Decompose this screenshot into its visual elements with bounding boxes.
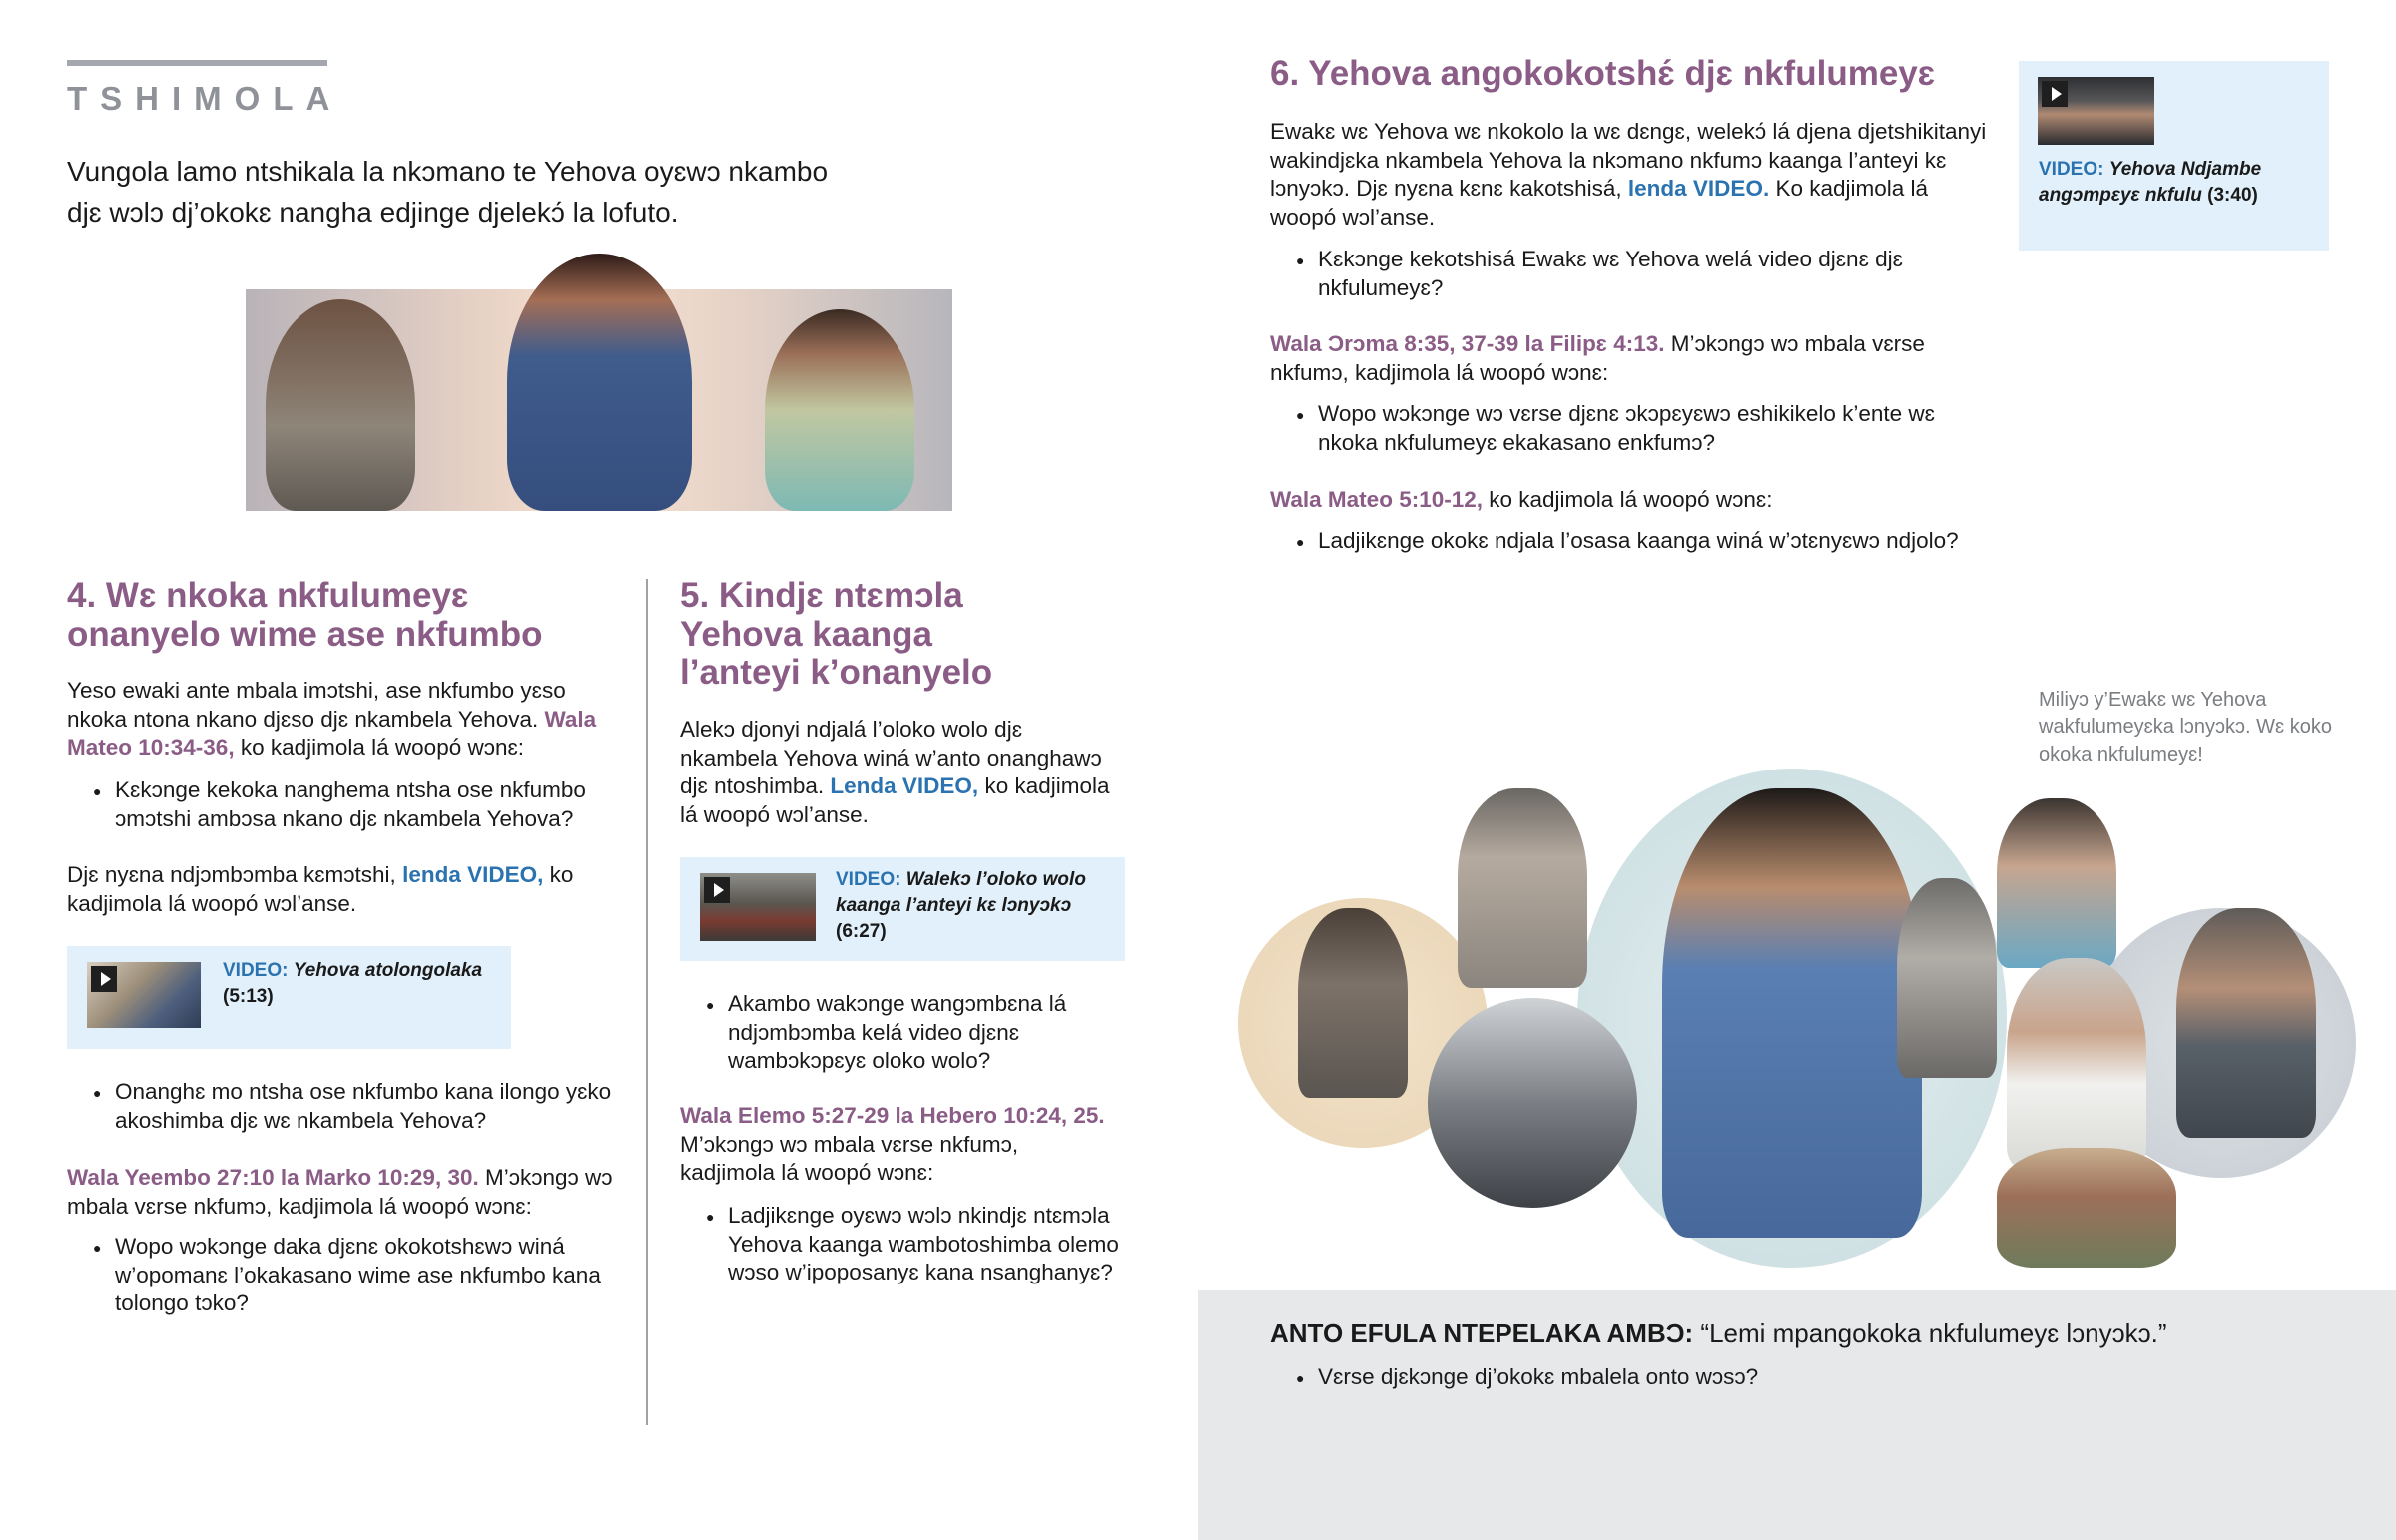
section-6-paragraph-3 <box>1270 486 1999 515</box>
video-tag: VIDEO: <box>223 960 289 981</box>
paragraph-text: Djɛ nyɛna ndjɔmbɔmba kɛmɔtshi, <box>67 862 396 887</box>
discussion-heading <box>1270 1317 2167 1351</box>
video-title: Yehova Ndjambe angɔmpɛyɛ nkfulu <box>2039 159 2262 207</box>
scripture-reference[interactable]: Wala Yeembo 27:10 la Marko 10:29, 30. <box>67 1165 479 1190</box>
video-duration: (3:40) <box>2207 185 2258 207</box>
video-link[interactable]: Lenda VIDEO, <box>830 773 979 799</box>
paragraph-text: ko kadjimola lá woopó wɔnɛ: <box>1489 487 1773 512</box>
paragraph-text: M’ɔkɔngɔ wɔ mbala vɛrse nkfumɔ, kadjimola lá woopó wɔnɛ: <box>67 1165 613 1219</box>
section-6-paragraph-1 <box>1270 118 1999 232</box>
question-bullet: ● Ladjikɛnge oyɛwɔ wɔlɔ nkindjɛ ntɛmɔla Yehova kaanga wambotoshimba olemo wɔso w’ipoposanyɛ kana nsanghanyɛ? <box>680 1202 1119 1287</box>
section-4-paragraph-2 <box>67 861 626 918</box>
section-5-title: 5. Kindjɛ ntɛmɔla Yehova kaanga l’anteyi k’onanyelo <box>680 576 993 692</box>
video-duration: (5:13) <box>223 986 274 1008</box>
witnesses-collage-illustration <box>1238 769 2356 1287</box>
discussion-quote: “Lemi mpangokoka nkfulumeyɛ lɔnyɔkɔ.” <box>1700 1318 2167 1348</box>
question-bullet: ● Wopo wɔkɔnge wɔ vɛrse djɛnɛ ɔkɔpɛyɛwɔ eshikikelo k’ente wɛ nkoka nkfulumeyɛ ekakasano enkfumɔ? <box>1270 400 1969 457</box>
video-link[interactable]: lenda VIDEO. <box>1627 176 1770 202</box>
woman-portrait-left <box>1298 908 1408 1098</box>
scripture-reference[interactable]: Wala Mateo 10:34-36, <box>67 706 597 761</box>
question-bullet: ● Ladjikɛnge okokɛ ndjala l’osasa kaanga winá w’ɔtɛnyɛwɔ ndjolo? <box>1270 527 1999 556</box>
section-6-paragraph-2 <box>1270 330 1999 387</box>
paragraph-text: Ko kadjimola lá woopó wɔl’anse. <box>1270 176 1929 230</box>
woman-portrait-right <box>1997 798 2116 968</box>
play-icon[interactable] <box>2042 81 2068 107</box>
section-6-title: 6. Yehova angokokotshɛ́ djɛ nkfulumeyɛ <box>1270 54 1936 93</box>
video-title: Walekɔ l’oloko wolo kaanga l’anteyi kɛ lɔnyɔkɔ <box>836 869 1086 917</box>
question-bullet: ● Onanghɛ mo ntsha ose nkfumbo kana ilongo yɛko akoshimba djɛ wɛ nkambela Yehova? <box>67 1078 626 1135</box>
illustration-caption: Miliyɔ y’Ewakɛ wɛ Yehova wakfulumeyɛka lɔnyɔkɔ. Wɛ koko okoka nkfulumeyɛ! <box>2039 689 2332 766</box>
woman-center-figure <box>507 254 692 511</box>
scripture-reference[interactable]: Wala Ɔrɔma 8:35, 37-39 la Filipɛ 4:13. <box>1270 331 1665 356</box>
man-holding-paper <box>2007 958 2146 1168</box>
video-title: Yehova atolongolaka <box>293 960 483 981</box>
video-thumbnail[interactable] <box>87 962 201 1028</box>
men-seated-outdoors <box>1997 1148 2176 1268</box>
video-caption <box>836 867 1115 945</box>
video-thumbnail[interactable] <box>2038 77 2154 145</box>
young-man-prison-uniform <box>1662 788 1922 1238</box>
paragraph-text: Alekɔ djonyi ndjalá l’oloko wolo djɛ nkambela Yehova winá w’anto onanghawɔ djɛ ntoshimba. <box>680 717 1102 799</box>
video-thumbnail[interactable] <box>700 873 816 941</box>
group-in-suits <box>1428 998 1637 1208</box>
video-tag: VIDEO: <box>2039 159 2104 180</box>
video-card[interactable] <box>680 857 1125 961</box>
discussion-label: ANTO EFULA NTEPELAKA AMBƆ: <box>1270 1318 1694 1348</box>
scripture-reference[interactable]: Wala Mateo 5:10-12, <box>1270 487 1483 512</box>
question-bullet: ● Kɛkɔnge kekotshisá Ewakɛ wɛ Yehova welá video djɛnɛ djɛ nkfulumeyɛ? <box>1270 246 1929 302</box>
section-kicker: TSHIMOLA <box>67 80 343 117</box>
woman-gesturing-figure <box>765 309 914 511</box>
scripture-reference[interactable]: Wala Elemo 5:27-29 la Hebero 10:24, 25. <box>680 1103 1105 1128</box>
man-gesturing-figure <box>266 299 415 511</box>
paragraph-text: Yeso ewaki ante mbala imɔtshi, ase nkfumbo yɛso nkoka ntona nkano djɛso djɛ nkambela Yehova. <box>67 678 566 732</box>
video-caption <box>223 958 497 1010</box>
question-bullet: ● Wopo wɔkɔnge daka djɛnɛ okokotshɛwɔ winá w’opomanɛ l’okakasano wime ase nkfumbo kana tolongo tɔko? <box>67 1233 626 1318</box>
video-card[interactable] <box>2019 61 2329 251</box>
question-bullet: ● Kɛkɔnge kekoka nanghema ntsha ose nkfumbo ɔmɔtshi ambɔsa nkano djɛ nkambela Yehova? <box>67 776 626 833</box>
question-bullet: ● Akambo wakɔnge wangɔmbɛna lá ndjɔmbɔmba kelá video djɛnɛ wambɔkɔpɛyɛ oloko wolo? <box>680 990 1119 1076</box>
hero-illustration <box>246 289 952 511</box>
video-tag: VIDEO: <box>836 869 901 890</box>
man-in-jacket <box>2176 908 2316 1138</box>
play-icon[interactable] <box>91 966 117 992</box>
section-4-title: 4. Wɛ nkoka nkfulumeyɛ onanyelo wime ase nkfumbo <box>67 576 543 654</box>
section-5-paragraph-1 <box>680 716 1119 829</box>
intro-text: Vungola lamo ntshikala la nkɔmano te Yehova oyɛwɔ nkambo djɛ wɔlɔ dj’okokɛ nangha edjinge djelekɔ́ la lofuto. <box>67 156 829 228</box>
video-card[interactable] <box>67 946 511 1049</box>
section-5-paragraph-2 <box>680 1102 1119 1188</box>
paragraph-text: ko kadjimola lá woopó wɔnɛ: <box>240 735 525 761</box>
older-man-portrait <box>1897 878 1997 1078</box>
paragraph-text: ko kadjimola lá woopó wɔl’anse. <box>680 773 1110 827</box>
header-rule <box>67 60 327 66</box>
elder-man-portrait <box>1458 788 1587 988</box>
paragraph-text: M’ɔkɔngɔ wɔ mbala vɛrse nkfumɔ, kadjimola lá woopó wɔnɛ: <box>1270 331 1925 385</box>
paragraph-text: ko kadjimola lá woopó wɔl’anse. <box>67 862 574 916</box>
section-4-paragraph-3 <box>67 1164 626 1221</box>
column-divider <box>646 579 648 1425</box>
question-bullet: ● Vɛrse djɛkɔnge dj’okokɛ mbalela onto wɔsɔ? <box>1270 1363 2168 1392</box>
video-duration: (6:27) <box>836 921 887 943</box>
video-link[interactable]: lenda VIDEO, <box>402 862 544 887</box>
play-icon[interactable] <box>704 877 730 903</box>
section-4-paragraph-1 <box>67 677 626 763</box>
paragraph-text: Ewakɛ wɛ Yehova wɛ nkokolo la wɛ dɛngɛ, welekɔ́ lá djena djetshikitanyi wakindjɛka nkambela Yehova la nkɔmano nkfumɔ kaanga l’anteyi kɛ lɔnyɔkɔ. Djɛ nyɛna kɛnɛ kakotshisá, <box>1270 119 1987 202</box>
video-caption <box>2039 157 2318 209</box>
paragraph-text: M’ɔkɔngɔ wɔ mbala vɛrse nkfumɔ, kadjimola lá woopó wɔnɛ: <box>680 1131 1019 1186</box>
